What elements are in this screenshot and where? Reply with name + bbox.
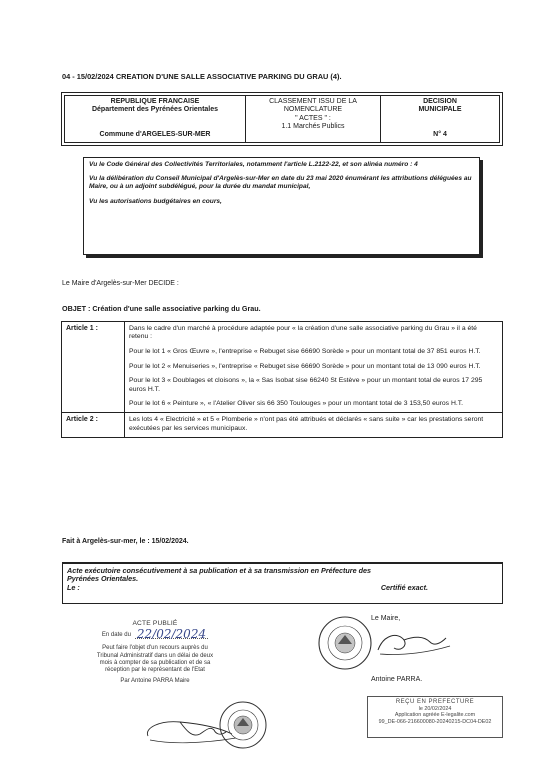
header-classement-line2: NOMENCLATURE — [283, 106, 343, 114]
articles-table — [61, 321, 503, 438]
article-paragraph: Pour le lot 6 « Peinture », « l'Atelier Oliver sis 66 350 Toulouges » pour un montant total de 3 153,50 euros H.T. — [129, 400, 464, 408]
maire-label: Le Maire, — [371, 615, 401, 622]
recu-title: REÇU EN PREFECTURE — [395, 699, 475, 705]
executoire-line2: Pyrénées Orientales. — [67, 574, 139, 584]
acte-par-maire: Par Antoine PARRA Maire — [120, 678, 190, 685]
acte-date-prefix: En date du — [101, 632, 131, 639]
article-paragraph: Les lots 4 « Electricité » et 5 « Plomberie » n'ont pas été attribués et déclarés « sans suite » car les prestations seront exécutées par les services municipaux. — [129, 416, 484, 432]
executoire-line1: Acte exécutoire consécutivement à sa publication et à sa transmission en Préfecture des — [67, 566, 371, 575]
article-label: Article 2 : — [62, 413, 125, 436]
visa-budget: Vu les autorisations budgétaires en cours, — [89, 197, 222, 205]
recu-identifier: 99_DE-066-216600080-20240215-DC04-DE02 — [378, 718, 492, 725]
article-row-1 — [62, 322, 502, 413]
article-body — [125, 413, 502, 436]
fait-a-line: Fait à Argelès-sur-mer, le : 15/02/2024. — [62, 538, 189, 545]
article-paragraph: Pour le lot 2 « Menuiseries », l'entreprise « Rebuget sise 66690 Sorède » pour un montant total de 13 090 euros H.T. — [129, 362, 481, 370]
acte-recours-line: Peut faire l'objet d'un recours auprès du — [102, 645, 208, 652]
municipal-stamp-right — [316, 614, 374, 672]
acte-recours-line: mois à compter de sa publication et de sa — [99, 659, 211, 666]
article-paragraph: Pour le lot 1 « Gros Œuvre », l'entreprise « Rebuget sise 66690 Sorède » pour un montant total de 37 851 euros H.T. — [129, 347, 481, 355]
signature-right — [374, 624, 454, 658]
acte-recours-line: Tribunal Administratif dans un délai de deux — [96, 652, 214, 659]
header-decision-number: N° 4 — [433, 130, 447, 138]
recu-application: Application agréée E-legalite.com — [394, 712, 476, 719]
maire-name: Antoine PARRA. — [371, 676, 423, 683]
article-paragraph: Pour le lot 3 « Doublages et cloisons », la « Sas Isobat sise 66240 St Estève » pour un montant total de euros 17 295 euros H.T. — [129, 377, 483, 393]
header-commune: Commune d'ARGELES-SUR-MER — [99, 130, 211, 138]
document-title: 04 - 15/02/2024 CREATION D'UNE SALLE ASSOCIATIVE PARKING DU GRAU (4). — [62, 72, 342, 81]
municipal-stamp-left — [218, 700, 268, 750]
header-departement: Département des Pyrénées Orientales — [91, 106, 219, 114]
recu-date: le 20/02/2024 — [418, 705, 452, 712]
header-classement-line3: " ACTES " : — [295, 114, 331, 122]
header-cell-commune — [65, 96, 246, 142]
acte-publie-title: ACTE PUBLIÉ — [132, 620, 178, 627]
visas-box — [83, 157, 480, 255]
header-cell-classement — [246, 96, 381, 142]
prefecture-receipt-box — [367, 696, 503, 738]
header-decision: DECISION — [423, 98, 457, 105]
article-label: Article 1 : — [62, 322, 125, 412]
acte-date-handwritten: 22/02/2024 — [136, 627, 207, 642]
visa-deliberation: Vu la délibération du Conseil Municipal d'Argelès-sur-Mer en date du 23 mai 2020 énumérant les attributions déléguées au Maire, ou à un adjoint subdélégué, pour la durée du mandat municipal, — [89, 175, 472, 191]
header-classement-line4: 1.1 Marchés Publics — [281, 123, 345, 131]
objet-line: OBJET : Création d'une salle associative parking du Grau. — [62, 304, 261, 313]
executoire-box — [62, 562, 503, 604]
header-table — [64, 95, 500, 143]
executoire-last-line — [67, 584, 498, 592]
header-republique: REPUBLIQUE FRANCAISE — [110, 98, 200, 105]
visa-cgct: Vu le Code Général des Collectivités Territoriales, notamment l'article L.2122-22, et son alinéa numéro : 4 — [89, 161, 418, 168]
article-body — [125, 322, 502, 412]
acte-date-row — [80, 627, 230, 642]
acte-recours-line: réception par le représentant de l'Etat — [105, 667, 205, 674]
executoire-le-label: Le : — [67, 582, 80, 592]
maire-decide: Le Maire d'Argelès-sur-Mer DECIDE : — [62, 280, 179, 287]
header-classement-line1: CLASSEMENT ISSU DE LA — [269, 98, 357, 105]
header-box — [61, 92, 503, 146]
acte-publie-block — [80, 620, 230, 685]
article-paragraph: Dans le cadre d'un marché à procédure adaptée pour « la création d'une salle associative parking du Grau » il a été retenu : — [129, 325, 477, 341]
header-cell-decision — [381, 96, 499, 142]
certifie-exact: Certifié exact. — [380, 582, 428, 592]
header-municipale: MUNICIPALE — [418, 106, 462, 114]
article-row-2 — [62, 413, 502, 436]
